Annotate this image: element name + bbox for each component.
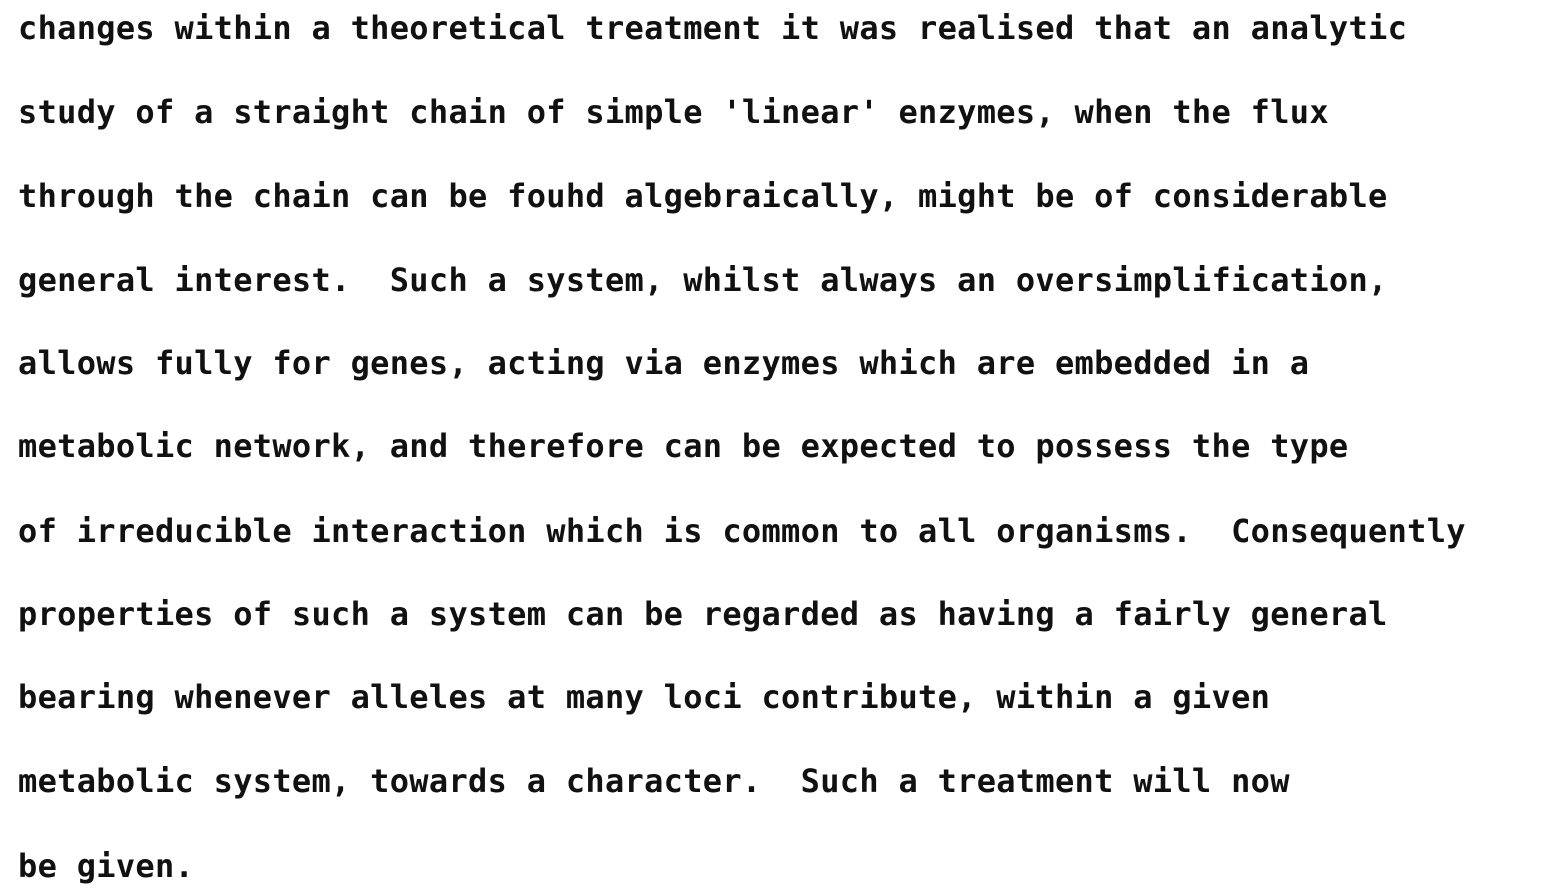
text-line-7: of irreducible interaction which is common to all organisms. Consequently bbox=[18, 512, 1466, 550]
text-line-5: allows fully for genes, acting via enzymes which are embedded in a bbox=[18, 344, 1310, 382]
text-line-4: general interest. Such a system, whilst always an oversimplification, bbox=[18, 261, 1388, 299]
text-line-11: be given. bbox=[18, 847, 195, 885]
text-line-2: study of a straight chain of simple 'linear' enzymes, when the flux bbox=[18, 93, 1329, 131]
text-line-8: properties of such a system can be regarded as having a fairly general bbox=[18, 595, 1388, 633]
text-line-6: metabolic network, and therefore can be expected to possess the type bbox=[18, 427, 1349, 465]
text-line-3: through the chain can be fouhd algebraically, might be of considerable bbox=[18, 177, 1388, 215]
text-line-9: bearing whenever alleles at many loci contribute, within a given bbox=[18, 678, 1271, 716]
text-line-1: changes within a theoretical treatment it was realised that an analytic bbox=[18, 9, 1408, 47]
text-line-10: metabolic system, towards a character. Such a treatment will now bbox=[18, 762, 1290, 800]
